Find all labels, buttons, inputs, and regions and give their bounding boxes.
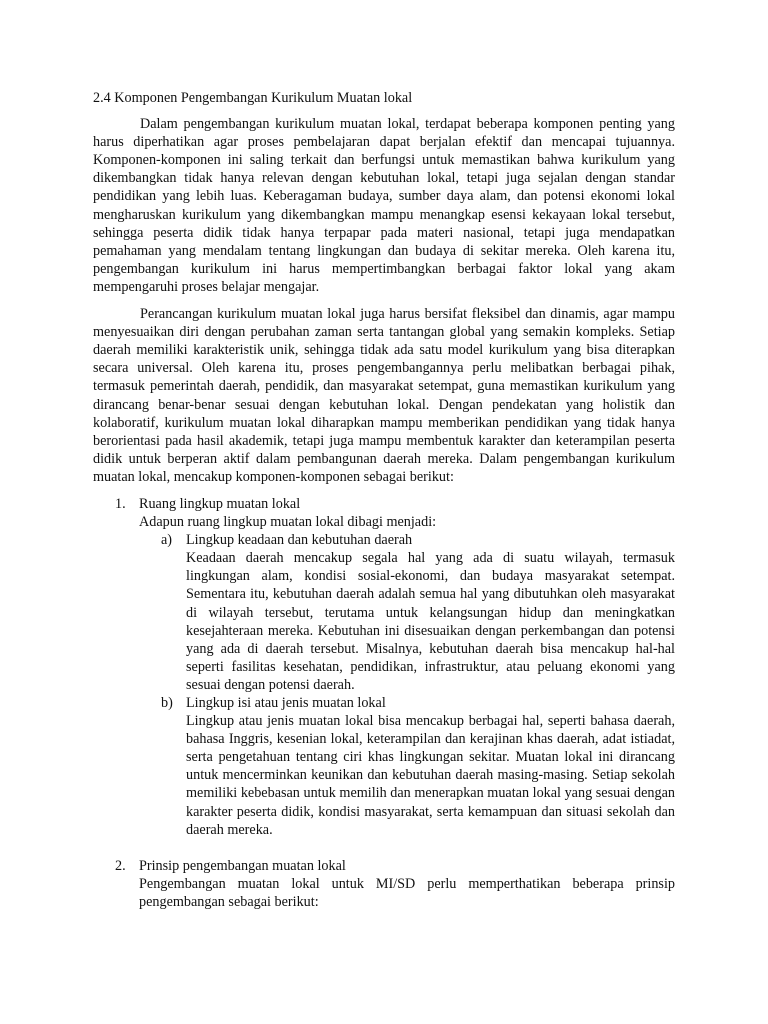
list-number: 2. (115, 857, 126, 874)
list-item-scope (93, 495, 675, 839)
sublist-item-title: Lingkup keadaan dan kebutuhan daerah (186, 532, 413, 549)
list-item-intro: Adapun ruang lingkup muatan lokal dibagi menjadi: (139, 514, 437, 531)
sublist-letter: b) (161, 695, 173, 711)
sublist-letter: a) (161, 532, 173, 549)
component-list (93, 495, 675, 911)
list-item-principles (93, 857, 675, 911)
sublist-item-body: Lingkup atau jenis muatan lokal bisa mencakup berbagai hal, seperti bahasa daerah, bahasa Inggris, kesenian lokal, keterampilan dan kerajinan khas daerah, adat istiadat, serta pengetahuan tentang ciri khas lingkungan sekitar. Muatan lokal ini dirancang untuk mencerminkan keunikan dan kebutuhan daerah masing-masing. Setiap sekolah memiliki kebebasan untuk memilih dan menerapkan muatan lokal yang sesuai dengan karakter peserta didik, kondisi masyarakat, serta kemampuan dan situasi sekolah dan daerah mereka. (186, 713, 675, 838)
sublist-item-body: Keadaan daerah mencakup segala hal yang ada di suatu wilayah, termasuk lingkungan alam, kondisi sosial-ekonomi, dan budaya masyarakat setempat. Sementara itu, kebutuhan daerah adalah semua hal yang dibutuhkan oleh masyarakat di wilayah tersebut, terutama untuk kelangsungan hidup dan meningkatkan kesejahteraan mereka. Kebutuhan ini disesuaikan dengan perkembangan dan potensi yang ada di daerah tersebut. Misalnya, kebutuhan daerah bisa mencakup hal-hal seperti fasilitas kesehatan, pendidikan, infrastruktur, atau peluang ekonomi yang sesuai dengan potensi daerah. (186, 550, 675, 693)
paragraph-design: Perancangan kurikulum muatan lokal juga harus bersifat fleksibel dan dinamis, agar mampu menyesuaikan diri dengan perubahan zaman serta tantangan global yang semakin kompleks. Setiap daerah memiliki karakteristik unik, sehingga tidak ada satu model kurikulum yang bisa diterapkan secara universal. Oleh karena itu, proses pengembangannya perlu melibatkan berbagai pihak, termasuk pemerintah daerah, pendidik, dan masyarakat setempat, guna memastikan kurikulum yang dirancang benar-benar sesuai dengan kebutuhan lokal. Dengan pendekatan yang holistik dan kolaboratif, kurikulum muatan lokal diharapkan mampu memberikan pendidikan yang tidak hanya berorientasi pada hasil akademik, tetapi juga mampu membentuk karakter dan keterampilan peserta didik untuk berperan aktif dalam pembangunan daerah mereka. Dalam pengembangan kurikulum muatan lokal, mencakup komponen-komponen sebagai berikut: (93, 306, 675, 485)
list-item-body: Pengembangan muatan lokal untuk MI/SD perlu memperthatikan beberapa prinsip pengembangan sebagai berikut: (139, 875, 675, 910)
section-heading: 2.4 Komponen Pengembangan Kurikulum Muatan lokal (93, 90, 413, 106)
sublist-item-regional-needs (139, 531, 675, 694)
list-number: 1. (115, 495, 126, 512)
scope-sublist (139, 531, 675, 839)
list-item-title: Prinsip pengembangan muatan lokal (139, 857, 346, 874)
document-page (93, 89, 675, 911)
sublist-item-title: Lingkup isi atau jenis muatan lokal (186, 695, 386, 711)
list-item-title: Ruang lingkup muatan lokal (139, 495, 301, 512)
sublist-item-content-types (139, 694, 675, 839)
paragraph-intro: Dalam pengembangan kurikulum muatan lokal, terdapat beberapa komponen penting yang harus diperhatikan agar proses pembelajaran dapat berjalan efektif dan mencapai tujuannya. Komponen-komponen ini saling terkait dan berfungsi untuk memastikan bahwa kurikulum yang dikembangkan tidak hanya relevan dengan kebutuhan lokal, tetapi juga sejalan dengan standar pendidikan yang lebih luas. Keberagaman budaya, sumber daya alam, dan potensi ekonomi lokal mengharuskan kurikulum yang dikembangkan mampu menangkap esensi kekayaan lokal tersebut, sehingga peserta didik tidak hanya terpapar pada materi nasional, tetapi juga mendapatkan pemahaman yang mendalam tentang lingkungan dan budaya di sekitar mereka. Oleh karena itu, pengembangan kurikulum ini harus mempertimbangkan berbagai faktor lokal yang akam mempengaruhi proses belajar mengajar. (93, 116, 675, 295)
